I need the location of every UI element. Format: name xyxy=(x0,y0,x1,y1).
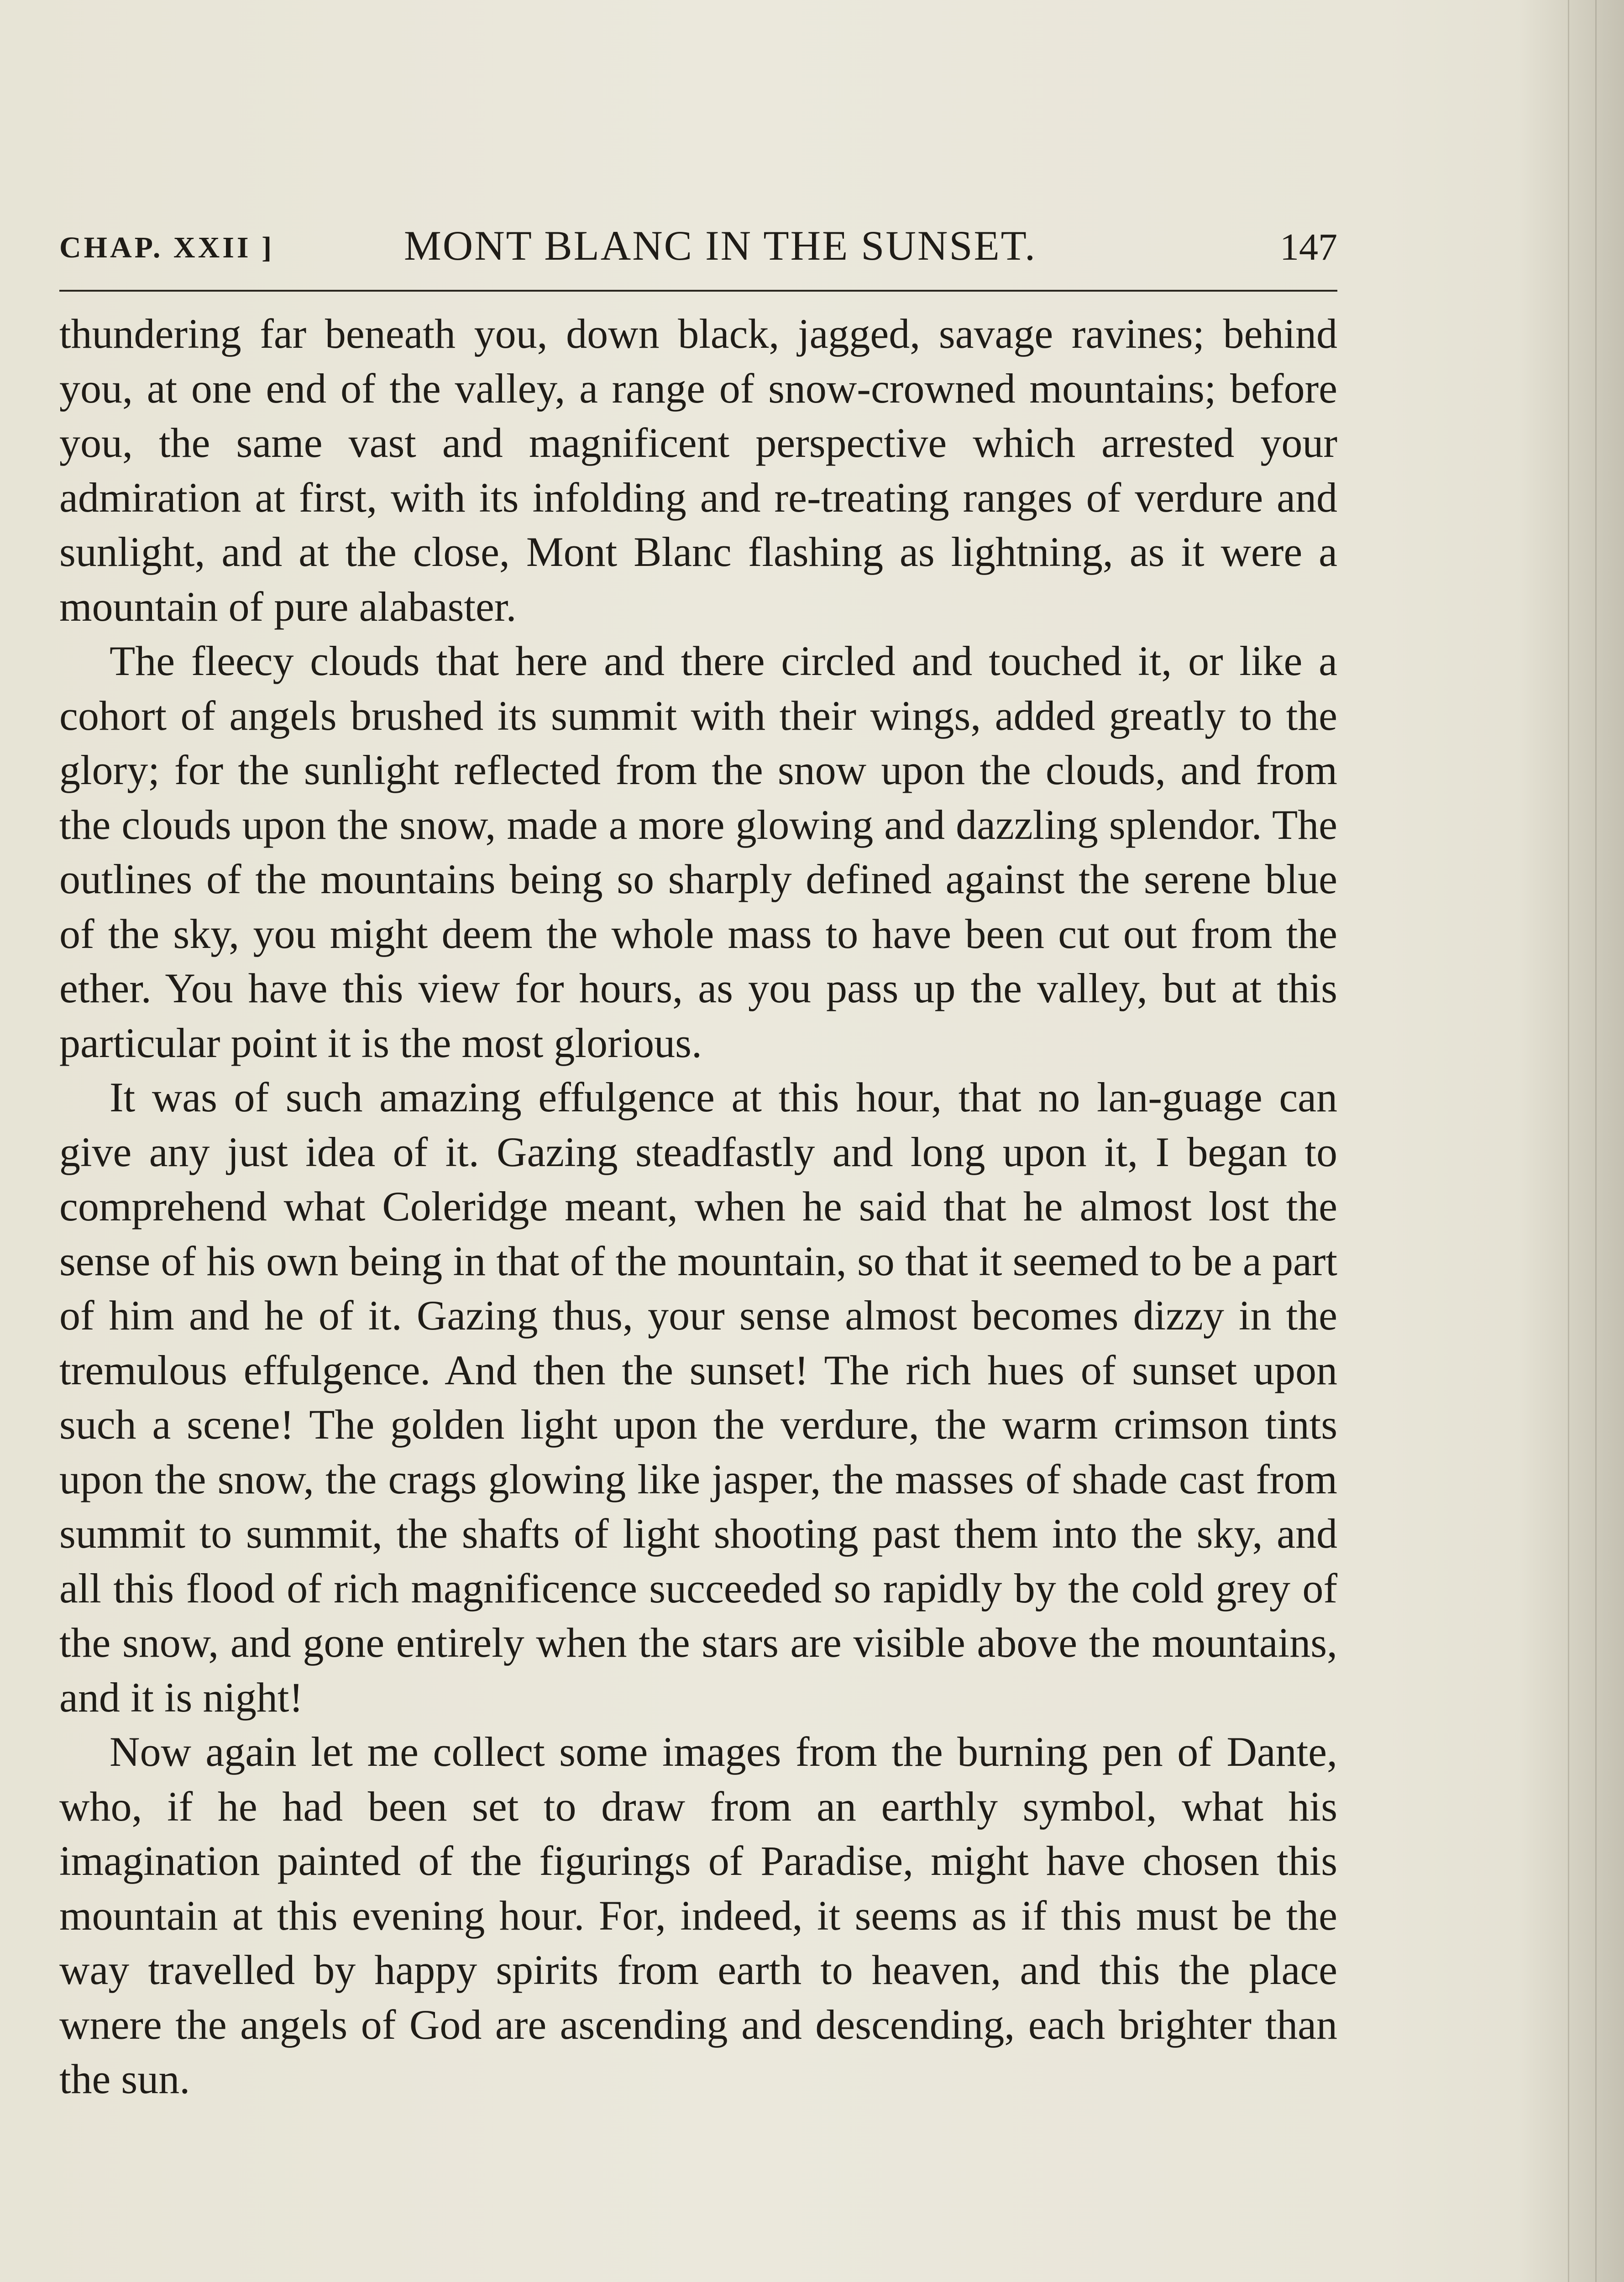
body-text xyxy=(59,307,1337,2107)
header-rule xyxy=(59,290,1337,292)
paragraph: It was of such amazing effulgence at this hour, that no lan-guage can give any just idea of it. Gazing steadfastly and long upon it, I began to comprehend what Coleridge meant, when he said that he almost lost the sense of his own being in that of the mountain, so that it seemed to be a part of him and he of it. Gazing thus, your sense almost becomes dizzy in the tremulous effulgence. And then the sunset! The rich hues of sunset upon such a scene! The golden light upon the verdure, the warm crimson tints upon the snow, the crags glowing like jasper, the masses of shade cast from summit to summit, the shafts of light shooting past them into the sky, and all this flood of rich magnificence succeeded so rapidly by the cold grey of the snow, and gone entirely when the stars are visible above the mountains, and it is night! xyxy=(59,1074,1337,1721)
page-number: 147 xyxy=(1280,226,1337,268)
paragraph: Now again let me collect some images from the burning pen of Dante, who, if he had been set to draw from an earthly symbol, what his imagination painted of the figurings of Paradise, might have chosen this mountain at this evening hour. For, indeed, it seems as if this must be the way travelled by happy spirits from earth to heaven, and this the place wnere the angels of God are ascending and descending, each brighter than the sun. xyxy=(59,1728,1337,2102)
running-header xyxy=(59,221,1337,281)
page-edge-line xyxy=(1595,0,1597,2282)
page-edge-shading xyxy=(1519,0,1624,2282)
page-edge-line xyxy=(1568,0,1569,2282)
chapter-label: CHAP. XXII ] xyxy=(59,231,275,264)
paragraph: The fleecy clouds that here and there circled and touched it, or like a cohort of angels brushed its summit with their wings, added greatly to the glory; for the sunlight reflected from the snow upon the clouds, and from the clouds upon the snow, made a more glowing and dazzling splendor. The outlines of the mountains being so sharply defined against the serene blue of the sky, you might deem the whole mass to have been cut out from the ether. You have this view for hours, as you pass up the valley, but at this particular point it is the most glorious. xyxy=(59,638,1337,1066)
running-title: MONT BLANC IN THE SUNSET. xyxy=(404,222,1037,269)
paragraph: thundering far beneath you, down black, jagged, savage ravines; behind you, at one end of the valley, a range of snow-crowned mountains; before you, the same vast and magnificent perspective which arrested your admiration at first, with its infolding and re-treating ranges of verdure and sunlight, and at the close, Mont Blanc flashing as lightning, as it were a mountain of pure alabaster. xyxy=(59,310,1337,630)
